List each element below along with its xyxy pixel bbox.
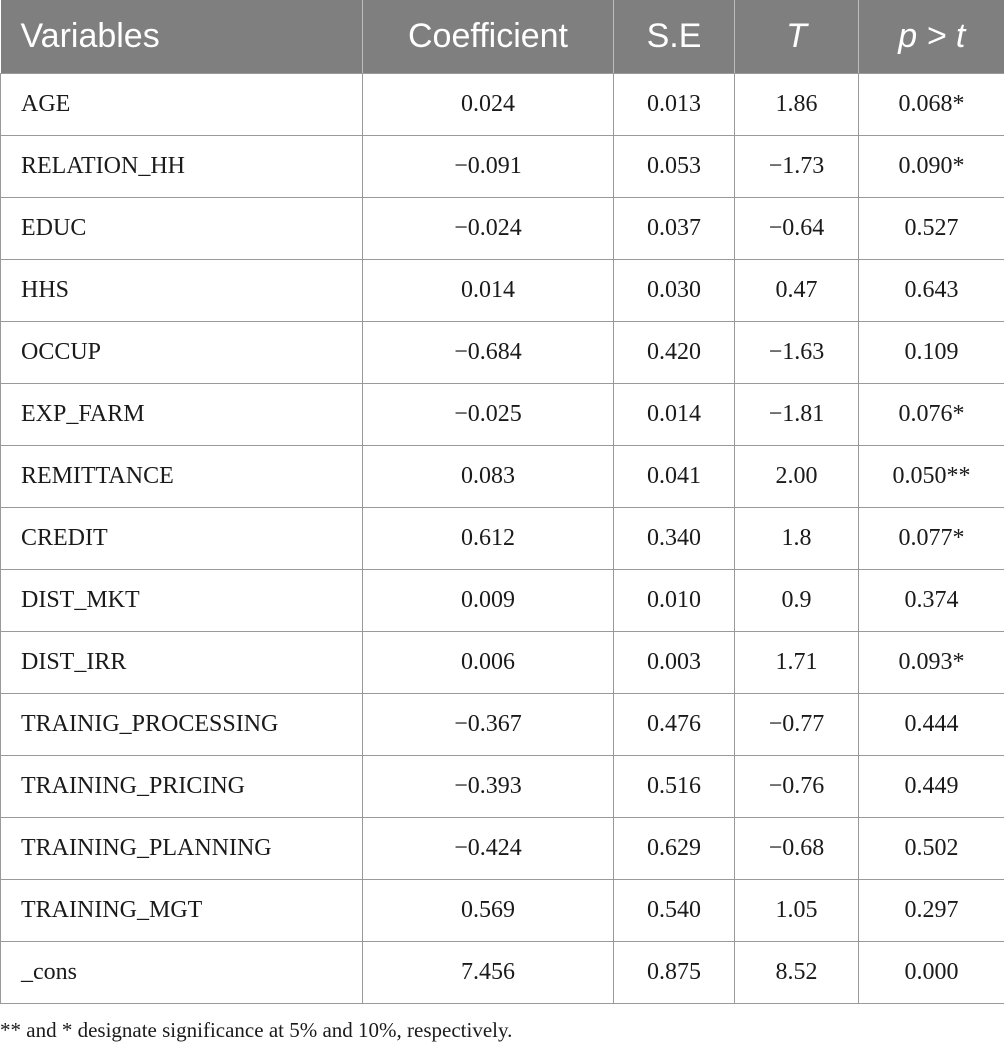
cell-p-value: 0.077* [859, 508, 1004, 570]
cell-p-value: 0.090* [859, 136, 1004, 198]
header-se: S.E [614, 0, 735, 74]
table-row [1, 570, 1004, 632]
cell-t: 2.00 [735, 446, 859, 508]
cell-se: 0.041 [614, 446, 735, 508]
table-row [1, 632, 1004, 694]
cell-coefficient: 0.014 [363, 260, 614, 322]
cell-variable: DIST_MKT [1, 570, 363, 632]
table-footnote: ** and * designate significance at 5% and 10%, respectively. [0, 1018, 513, 1042]
cell-coefficient: 0.006 [363, 632, 614, 694]
table-row [1, 446, 1004, 508]
table-row [1, 818, 1004, 880]
cell-variable: TRAINING_PRICING [1, 756, 363, 818]
cell-se: 0.516 [614, 756, 735, 818]
cell-t: 8.52 [735, 942, 859, 1004]
header-variables: Variables [1, 0, 363, 74]
cell-variable: _cons [1, 942, 363, 1004]
table-row [1, 322, 1004, 384]
cell-coefficient: 0.569 [363, 880, 614, 942]
cell-t: −1.63 [735, 322, 859, 384]
table-header-row [1, 0, 1004, 74]
cell-t: −1.73 [735, 136, 859, 198]
table-row [1, 260, 1004, 322]
cell-variable: EXP_FARM [1, 384, 363, 446]
cell-t: −0.64 [735, 198, 859, 260]
cell-variable: CREDIT [1, 508, 363, 570]
table-body [1, 74, 1004, 1004]
cell-p-value: 0.527 [859, 198, 1004, 260]
cell-p-value: 0.643 [859, 260, 1004, 322]
table-row [1, 136, 1004, 198]
cell-variable: DIST_IRR [1, 632, 363, 694]
cell-se: 0.476 [614, 694, 735, 756]
header-coefficient: Coefficient [363, 0, 614, 74]
table-row [1, 880, 1004, 942]
cell-coefficient: 0.083 [363, 446, 614, 508]
cell-p-value: 0.093* [859, 632, 1004, 694]
cell-variable: EDUC [1, 198, 363, 260]
cell-se: 0.053 [614, 136, 735, 198]
cell-variable: REMITTANCE [1, 446, 363, 508]
cell-se: 0.629 [614, 818, 735, 880]
cell-se: 0.420 [614, 322, 735, 384]
header-p-value: p > t [859, 0, 1004, 74]
cell-coefficient: −0.684 [363, 322, 614, 384]
cell-se: 0.003 [614, 632, 735, 694]
cell-t: −0.77 [735, 694, 859, 756]
cell-se: 0.030 [614, 260, 735, 322]
cell-coefficient: −0.091 [363, 136, 614, 198]
cell-se: 0.340 [614, 508, 735, 570]
cell-t: 0.47 [735, 260, 859, 322]
table-row [1, 74, 1004, 136]
cell-coefficient: −0.367 [363, 694, 614, 756]
cell-p-value: 0.449 [859, 756, 1004, 818]
cell-se: 0.875 [614, 942, 735, 1004]
cell-coefficient: −0.024 [363, 198, 614, 260]
cell-coefficient: 0.024 [363, 74, 614, 136]
cell-p-value: 0.109 [859, 322, 1004, 384]
table-row [1, 942, 1004, 1004]
table-row [1, 508, 1004, 570]
cell-p-value: 0.297 [859, 880, 1004, 942]
cell-p-value: 0.050** [859, 446, 1004, 508]
cell-coefficient: −0.393 [363, 756, 614, 818]
cell-se: 0.037 [614, 198, 735, 260]
cell-t: 1.71 [735, 632, 859, 694]
cell-t: −0.76 [735, 756, 859, 818]
cell-se: 0.010 [614, 570, 735, 632]
cell-p-value: 0.076* [859, 384, 1004, 446]
cell-t: 1.86 [735, 74, 859, 136]
cell-p-value: 0.502 [859, 818, 1004, 880]
table-row [1, 384, 1004, 446]
cell-variable: TRAINING_PLANNING [1, 818, 363, 880]
cell-t: 1.8 [735, 508, 859, 570]
cell-se: 0.540 [614, 880, 735, 942]
cell-t: −0.68 [735, 818, 859, 880]
cell-t: 1.05 [735, 880, 859, 942]
cell-p-value: 0.068* [859, 74, 1004, 136]
cell-variable: AGE [1, 74, 363, 136]
cell-p-value: 0.000 [859, 942, 1004, 1004]
header-t: T [735, 0, 859, 74]
cell-variable: TRAINIG_PROCESSING [1, 694, 363, 756]
cell-coefficient: −0.424 [363, 818, 614, 880]
cell-variable: TRAINING_MGT [1, 880, 363, 942]
cell-se: 0.013 [614, 74, 735, 136]
cell-t: −1.81 [735, 384, 859, 446]
cell-variable: OCCUP [1, 322, 363, 384]
cell-variable: RELATION_HH [1, 136, 363, 198]
cell-t: 0.9 [735, 570, 859, 632]
cell-coefficient: 0.612 [363, 508, 614, 570]
table-row [1, 756, 1004, 818]
cell-se: 0.014 [614, 384, 735, 446]
cell-variable: HHS [1, 260, 363, 322]
cell-coefficient: 7.456 [363, 942, 614, 1004]
cell-coefficient: −0.025 [363, 384, 614, 446]
cell-p-value: 0.444 [859, 694, 1004, 756]
table-row [1, 198, 1004, 260]
cell-p-value: 0.374 [859, 570, 1004, 632]
table-row [1, 694, 1004, 756]
cell-coefficient: 0.009 [363, 570, 614, 632]
